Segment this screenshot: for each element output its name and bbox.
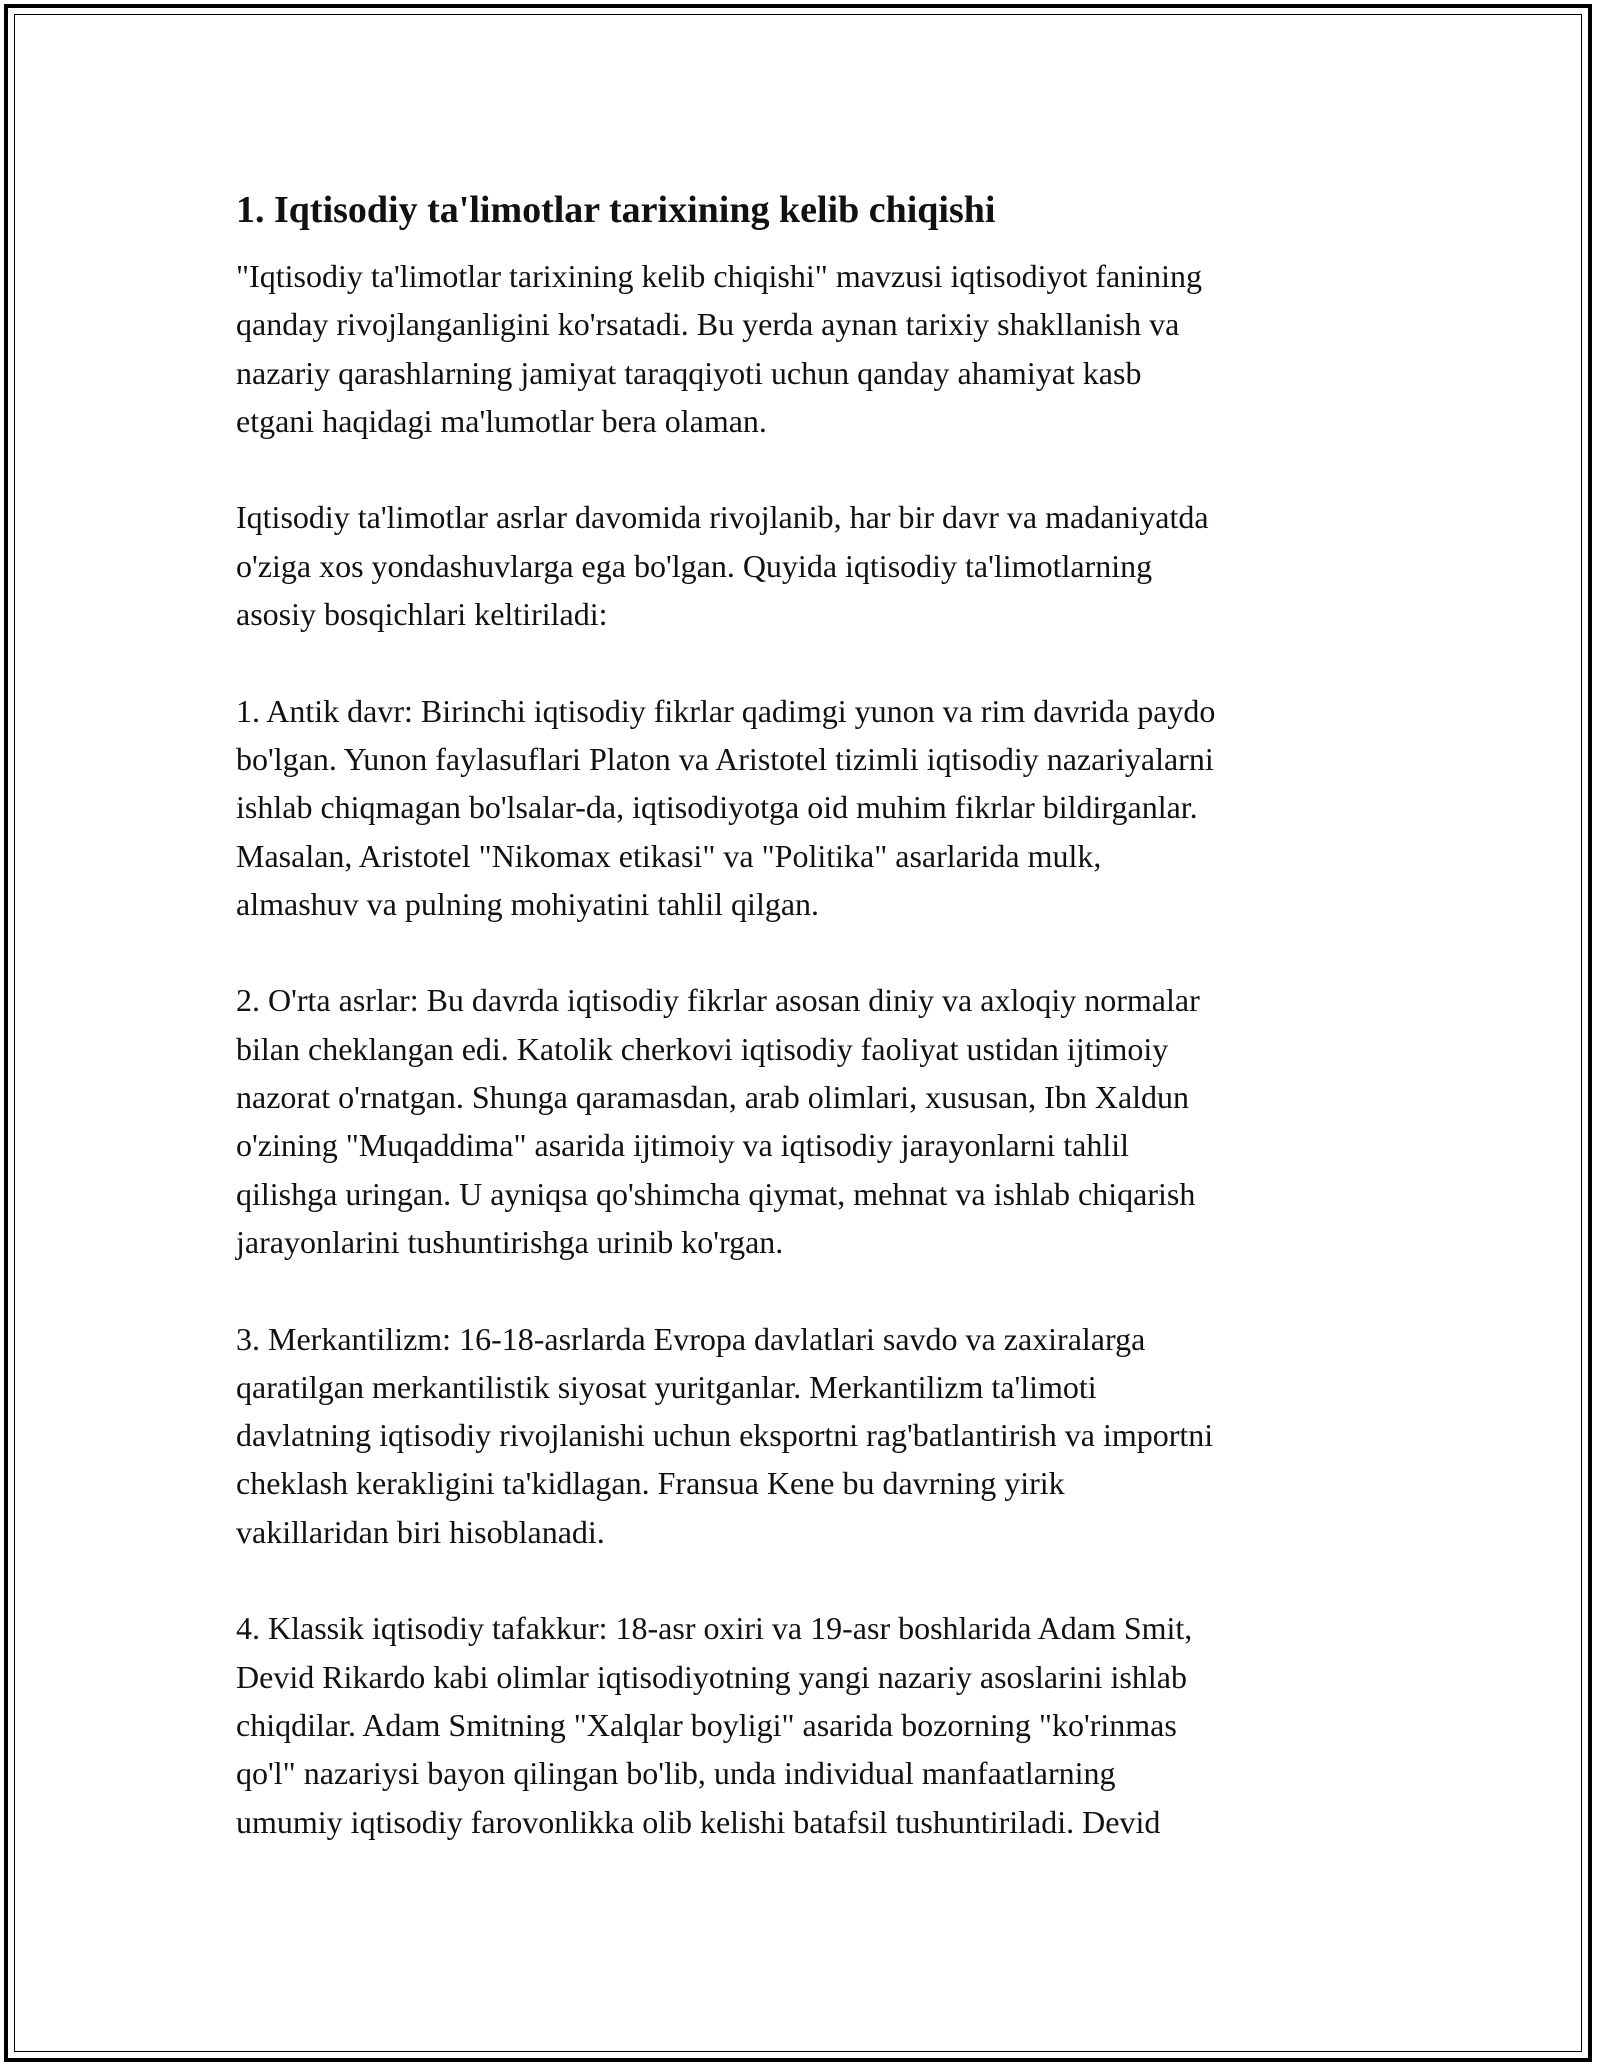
paragraphs-container xyxy=(236,252,1386,1846)
text-line: jarayonlarini tushuntirishga urinib ko'rgan. xyxy=(236,1223,784,1260)
text-line: 3. Merkantilizm: 16-18-asrlarda Evropa davlatlari savdo va zaxiralarga xyxy=(236,1320,1146,1357)
text-line: umumiy iqtisodiy farovonlikka olib kelishi batafsil tushuntiriladi. Devid xyxy=(236,1803,1161,1840)
text-line: cheklash kerakligini ta'kidlagan. Fransua Kene bu davrning yirik xyxy=(236,1465,1065,1502)
text-line: asosiy bosqichlari keltiriladi: xyxy=(236,596,608,633)
text-line: "Iqtisodiy ta'limotlar tarixining kelib chiqishi" mavzusi iqtisodiyot fanining xyxy=(236,258,1202,294)
text-line: qanday rivojlanganligini ko'rsatadi. Bu yerda aynan tarixiy shakllanish va xyxy=(236,306,1180,343)
paragraph xyxy=(236,1315,1386,1556)
text-line: qaratilgan merkantilistik siyosat yuritganlar. Merkantilizm ta'limoti xyxy=(236,1368,1097,1405)
text-line: vakillaridan biri hisoblanadi. xyxy=(236,1513,605,1550)
text-line: nazariy qarashlarning jamiyat taraqqiyoti uchun qanday ahamiyat kasb xyxy=(236,354,1142,391)
text-line: 2. O'rta asrlar: Bu davrda iqtisodiy fikrlar asosan diniy va axloqiy normalar xyxy=(236,982,1200,1019)
text-line: o'ziga xos yondashuvlarga ega bo'lgan. Quyida iqtisodiy ta'limotlarning xyxy=(236,547,1153,584)
text-line: Masalan, Aristotel "Nikomax etikasi" va "Politika" asarlarida mulk, xyxy=(236,837,1102,874)
text-line: o'zining "Muqaddima" asarida ijtimoiy va iqtisodiy jarayonlarni tahlil xyxy=(236,1127,1130,1164)
paragraph xyxy=(236,252,1386,445)
paragraph xyxy=(236,1604,1386,1845)
text-line: nazorat o'rnatgan. Shunga qaramasdan, arab olimlari, xususan, Ibn Xaldun xyxy=(236,1079,1190,1116)
paragraph xyxy=(236,687,1386,928)
text-line: qilishga uringan. U ayniqsa qo'shimcha qiymat, mehnat va ishlab chiqarish xyxy=(236,1175,1196,1212)
document-title: 1. Iqtisodiy ta'limotlar tarixining kelib chiqishi xyxy=(236,189,996,231)
text-line: 1. Antik davr: Birinchi iqtisodiy fikrlar qadimgi yunon va rim davrida paydo xyxy=(236,692,1216,729)
text-line: davlatning iqtisodiy rivojlanishi uchun eksportni rag'batlantirish va importni xyxy=(236,1417,1214,1454)
text-line: qo'l" nazariysi bayon qilingan bo'lib, unda individual manfaatlarning xyxy=(236,1755,1116,1792)
text-line: chiqdilar. Adam Smitning "Xalqlar boyligi" asarida bozorning "ko'rinmas xyxy=(236,1706,1177,1743)
text-line: Iqtisodiy ta'limotlar asrlar davomida rivojlanib, har bir davr va madaniyatda xyxy=(236,499,1209,536)
text-line: almashuv va pulning mohiyatini tahlil qilgan. xyxy=(236,885,820,922)
text-line: Devid Rikardo kabi olimlar iqtisodiyotning yangi nazariy asoslarini ishlab xyxy=(236,1658,1187,1695)
text-line: bo'lgan. Yunon faylasuflari Platon va Aristotel tizimli iqtisodiy nazariyalarni xyxy=(236,740,1214,777)
text-line: bilan cheklangan edi. Katolik cherkovi iqtisodiy faoliyat ustidan ijtimoiy xyxy=(236,1030,1169,1067)
text-line: ishlab chiqmagan bo'lsalar-da, iqtisodiyotga oid muhim fikrlar bildirganlar. xyxy=(236,789,1198,826)
text-line: etgani haqidagi ma'lumotlar bera olaman. xyxy=(236,402,767,439)
text-line: 4. Klassik iqtisodiy tafakkur: 18-asr oxiri va 19-asr boshlarida Adam Smit, xyxy=(236,1610,1193,1647)
paragraph xyxy=(236,493,1386,638)
document-body xyxy=(236,186,1386,1894)
paragraph xyxy=(236,976,1386,1266)
